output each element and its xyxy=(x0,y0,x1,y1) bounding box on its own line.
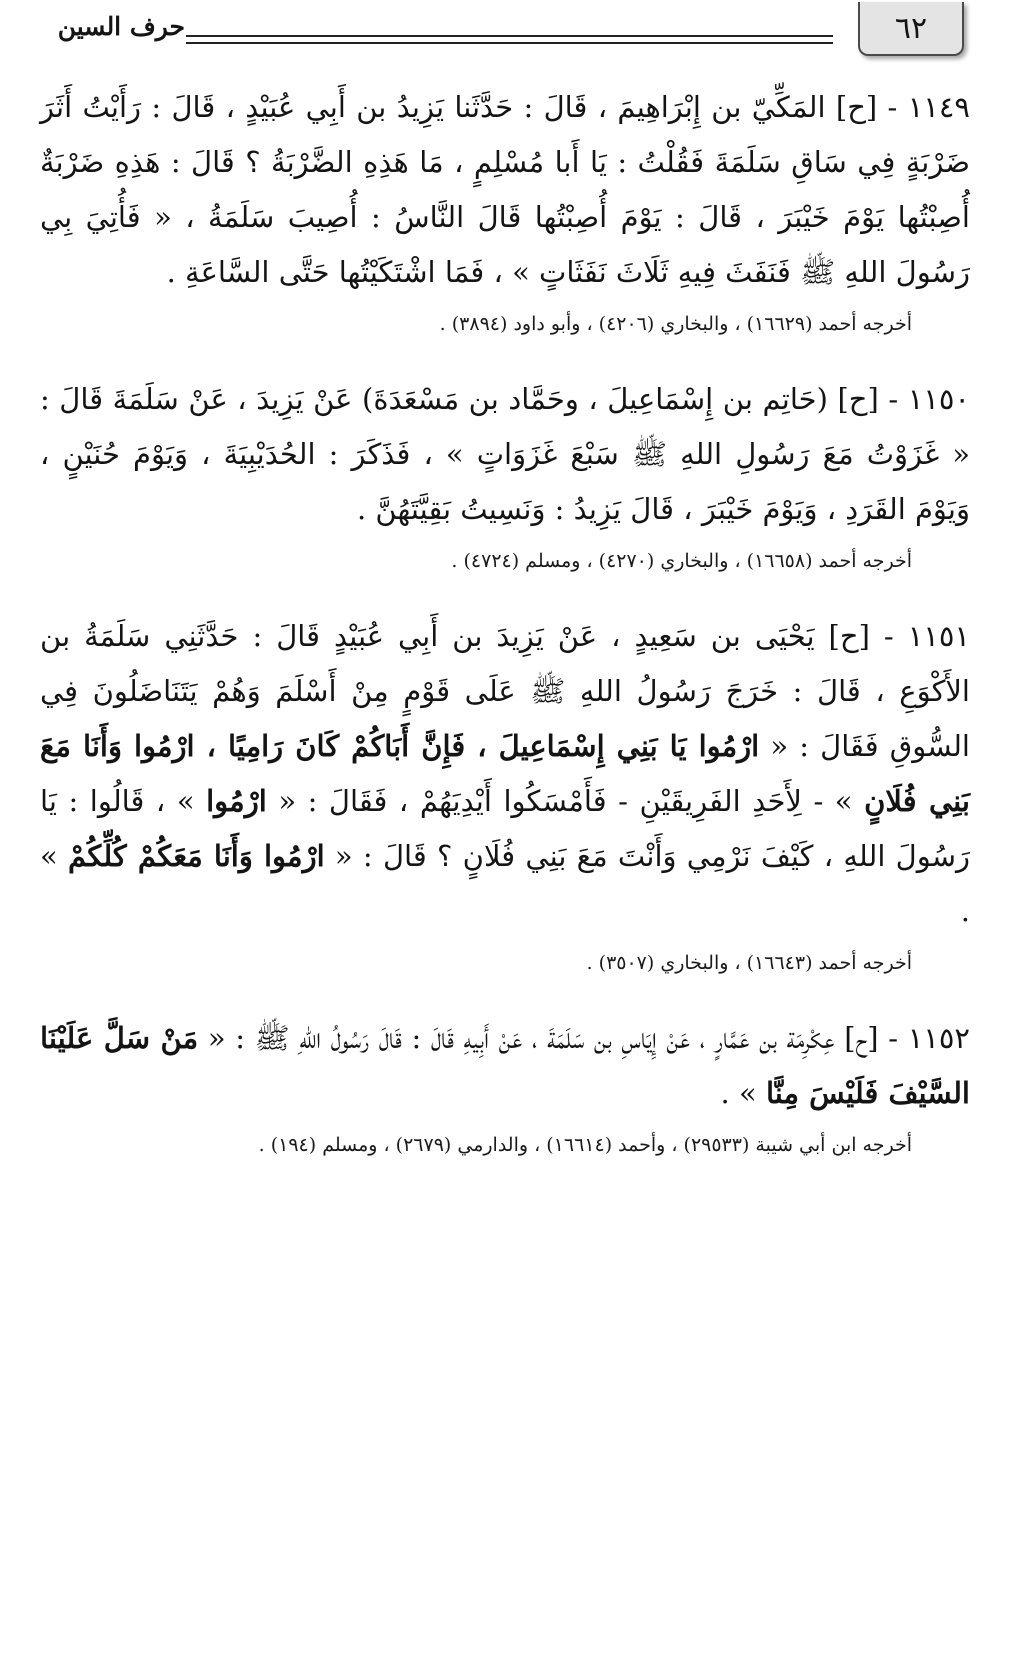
prophetic-quote-bold: ارْمُوا xyxy=(206,784,267,818)
hadith-text xyxy=(40,1011,970,1121)
hadith-text-segment: » ، قَالُوا : يَا رَسُولَ اللهِ ، كَيْفَ نَرْمِي وَأَنْتَ مَعَ بَنِي فُلَانٍ ؟ قَالَ : « xyxy=(40,784,971,873)
hadith-entry-1152 xyxy=(40,1011,970,1165)
hadith-text xyxy=(40,372,970,537)
hadith-text xyxy=(40,609,970,939)
hadith-reference: أخرجه ابن أبي شيبة (٢٩٥٣٣) ، وأحمد (١٦٦١٤) ، والدارمي (٢٦٧٩) ، ومسلم (١٩٤) . xyxy=(258,1134,912,1156)
hadith-entry-1151 xyxy=(40,609,970,983)
hadith-reference: أخرجه أحمد (١٦٦٥٨) ، والبخاري (٤٢٧٠) ، ومسلم (٤٧٢٤) . xyxy=(451,550,912,572)
page-body xyxy=(40,80,970,1193)
hadith-reference: أخرجه أحمد (١٦٦٢٩) ، والبخاري (٤٢٠٦) ، وأبو داود (٣٨٩٤) . xyxy=(439,313,912,335)
hadith-text-segment: ١١٥٢ - [ح] عِكْرِمَة بن عَمَّارٍ ، عَنْ إِيَاسِ بن سَلَمَةَ ، عَنْ أَبِيهِ قَالَ : قَالَ رَسُولُ اللهِ ﷺ : « xyxy=(198,1021,971,1055)
hadith-text-segment: ١١٥١ - [ح] يَحْيَى بن سَعِيدٍ ، عَنْ يَزِيدَ بن أَبِي عُبَيْدٍ قَالَ : حَدَّثَنِي سَلَمَةُ بن الأَكْوَعِ ، قَالَ : خَرَجَ رَسُولُ اللهِ ﷺ عَلَى قَوْمٍ مِنْ أَسْلَمَ وَهُمْ يَتَنَاضَلُونَ فِي السُّوقِ فَقَالَ : « xyxy=(40,619,970,763)
header-rule xyxy=(186,35,833,44)
hadith-text-segment: » . xyxy=(720,1076,766,1110)
hadith-text-segment: » - لِأَحَدِ الفَرِيقَيْنِ - فَأَمْسَكُوا أَيْدِيَهُمْ ، فَقَالَ : « xyxy=(266,784,865,818)
hadith-entry-1149 xyxy=(40,80,970,344)
hadith-reference: أخرجه أحمد (١٦٦٤٣) ، والبخاري (٣٥٠٧) . xyxy=(586,952,912,974)
prophetic-quote-bold: ارْمُوا يَا بَنِي إِسْمَاعِيلَ ، فَإِنَّ أَبَاكُمْ كَانَ رَامِيًا ، ارْمُوا وَأَنَا مَعَ بَنِي فُلَانٍ xyxy=(40,729,970,818)
hadith-text-segment: ١١٤٩ - [ح] المَكِّيّ بن إِبْرَاهِيمَ ، قَالَ : حَدَّثَنا يَزِيدُ بن أَبِي عُبَيْدٍ ، قَالَ : رَأَيْتُ أَثَرَ ضَرْبَةٍ فِي سَاقِ سَلَمَةَ فَقُلْتُ : يَا أَبا مُسْلِمٍ ، مَا هَذِهِ الضَّرْبَةُ ؟ قَالَ : هَذِهِ ضَرْبَةٌ أُصِبْتُها يَوْمَ خَيْبَرَ ، قَالَ : يَوْمَ أُصِبْتُها قَالَ النَّاسُ : أُصِيبَ سَلَمَةُ ، « فَأُتِيَ بِي رَسُولَ اللهِ ﷺ فَنَفَثَ فِيهِ ثَلَاثَ نَفَثَاتٍ » ، فَمَا اشْتَكَيْتُها حَتَّى السَّاعَةِ . xyxy=(40,90,970,289)
hadith-text-segment: ١١٥٠ - [ح] (حَاتِم بن إِسْمَاعِيلَ ، وحَمَّاد بن مَسْعَدَةَ) عَنْ يَزِيدَ ، عَنْ سَلَمَةَ قَالَ : « غَزَوْتُ مَعَ رَسُولِ اللهِ ﷺ سَبْعَ غَزَوَاتٍ » ، فَذَكَرَ : الحُدَيْبِيَةَ ، وَيَوْمَ حُنَيْنٍ ، وَيَوْمَ القَرَدِ ، وَيَوْمَ خَيْبَرَ ، قَالَ يَزِيدُ : وَنَسِيتُ بَقِيَّتَهُنَّ . xyxy=(40,382,970,526)
chapter-title: حرف السين xyxy=(57,12,185,41)
hadith-text xyxy=(40,80,970,300)
prophetic-quote-bold: مَنْ سَلَّ عَلَيْنَا السَّيْفَ فَلَيْسَ مِنَّا xyxy=(40,1021,970,1110)
page-number: ٦٢ xyxy=(858,2,964,56)
hadith-entry-1150 xyxy=(40,372,970,581)
prophetic-quote-bold: ارْمُوا وَأَنَا مَعَكُمْ كُلِّكُمْ xyxy=(68,839,325,873)
hadith-text-segment: » . xyxy=(40,839,970,928)
page-header xyxy=(0,0,1010,60)
